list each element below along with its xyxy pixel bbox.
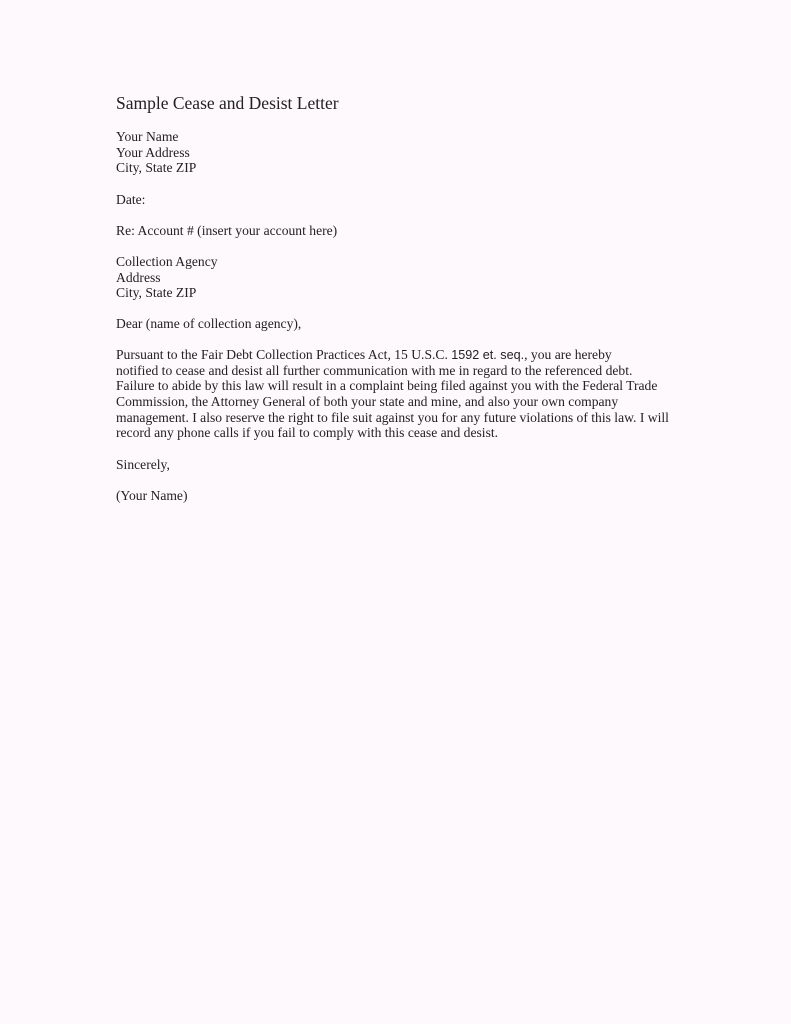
body-line-5: management. I also reserve the right to file suit against you for any future violations of this law. I will xyxy=(116,409,669,425)
salutation-block xyxy=(116,316,301,332)
sender-address-block xyxy=(116,129,196,176)
body-line-1-pre: Pursuant to the Fair Debt Collection Practices Act, 15 U.S.C. xyxy=(116,347,452,362)
recipient-name: Collection Agency xyxy=(116,254,218,269)
closing-block xyxy=(116,457,170,473)
signature-block xyxy=(116,488,188,504)
date-label: Date: xyxy=(116,192,146,207)
account-reference: Re: Account # (insert your account here) xyxy=(116,223,338,238)
sender-city-state-zip: City, State ZIP xyxy=(116,160,197,176)
body-line-6: record any phone calls if you fail to comply with this cease and desist. xyxy=(116,425,499,441)
salutation: Dear (name of collection agency), xyxy=(116,316,302,331)
sender-name: Your Name xyxy=(116,129,179,144)
statute-citation: 1592 et. seq. xyxy=(451,348,525,362)
body-line-1-post: , you are hereby xyxy=(524,347,612,362)
body-paragraph xyxy=(116,347,669,441)
body-line-1 xyxy=(116,347,669,363)
recipient-address-block xyxy=(116,254,218,301)
date-block xyxy=(116,192,145,208)
body-line-2: notified to cease and desist all further communication with me in regard to the referenced debt. xyxy=(116,362,633,378)
recipient-address: Address xyxy=(116,269,161,285)
recipient-city-state-zip: City, State ZIP xyxy=(116,285,197,301)
closing: Sincerely, xyxy=(116,457,170,472)
body-line-4: Commission, the Attorney General of both your state and mine, and also your own company xyxy=(116,394,619,410)
body-line-3: Failure to abide by this law will result in a complaint being filed against you with the Federal Trade xyxy=(116,378,658,394)
sender-address: Your Address xyxy=(116,144,190,160)
signature: (Your Name) xyxy=(116,488,188,503)
reference-block xyxy=(116,223,337,239)
letter-title: Sample Cease and Desist Letter xyxy=(116,93,339,113)
